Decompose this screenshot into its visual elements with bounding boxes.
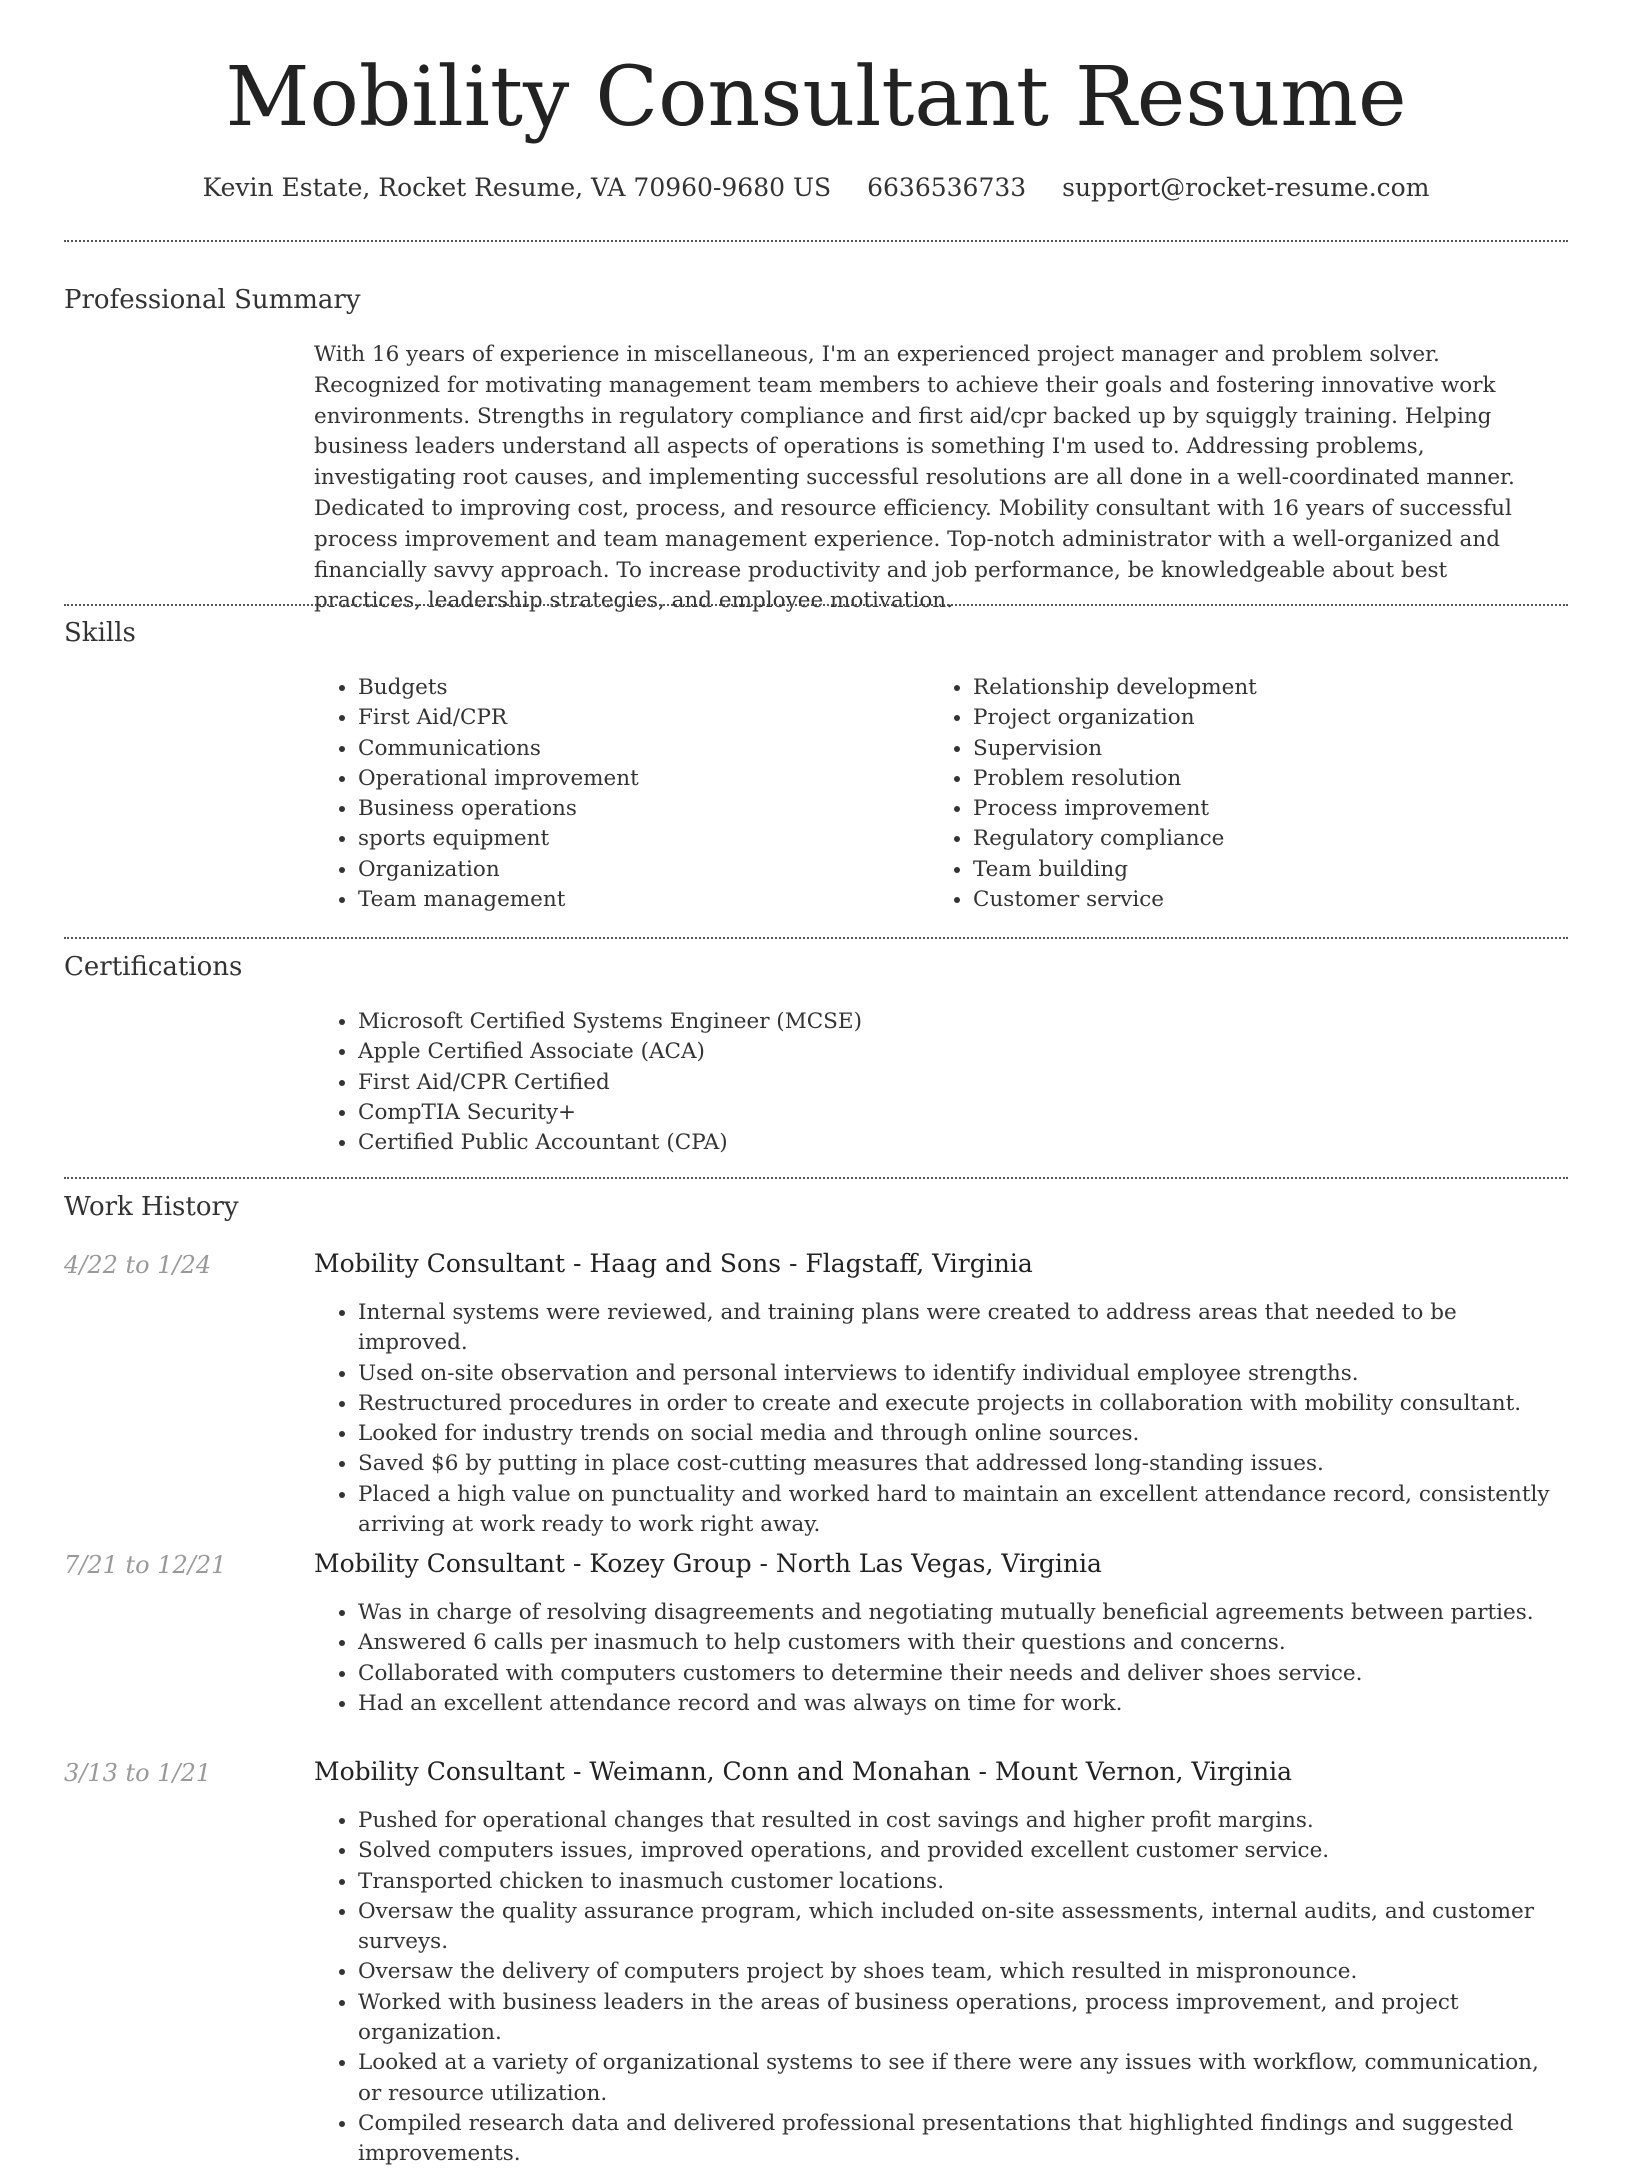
job-title: Mobility Consultant - Weimann, Conn and Monahan - Mount Vernon, Virginia — [314, 1757, 1293, 1786]
list-item: • Customer service — [973, 885, 1529, 915]
list-item: • Regulatory compliance — [973, 824, 1529, 854]
divider — [64, 937, 1568, 939]
job-title: Mobility Consultant - Haag and Sons - Flagstaff, Virginia — [314, 1249, 1033, 1278]
list-item: • Team management — [358, 885, 914, 915]
list-item: • Business operations — [358, 794, 914, 824]
list-item: • Answered 6 calls per inasmuch to help customers with their questions and concerns. — [358, 1628, 1564, 1658]
skills-left-list — [314, 673, 914, 915]
divider — [64, 1177, 1568, 1179]
list-item: • CompTIA Security+ — [358, 1098, 1414, 1128]
contact-line — [0, 168, 1632, 208]
list-item: • Pushed for operational changes that resulted in cost savings and higher profit margins. — [358, 1806, 1564, 1836]
list-item: • Microsoft Certified Systems Engineer (MCSE) — [358, 1007, 1414, 1037]
list-item: • Budgets — [358, 673, 914, 703]
certifications-column — [314, 1007, 1414, 1158]
certifications-list — [314, 1007, 1414, 1158]
list-item: • Organization — [358, 855, 914, 885]
job-dates: 4/22 to 1/24 — [64, 1251, 212, 1279]
skills-right-column — [929, 673, 1529, 915]
page-title: Mobility Consultant Resume — [225, 50, 1407, 145]
job-dates: 3/13 to 1/21 — [64, 1759, 212, 1787]
job-title: Mobility Consultant - Kozey Group - North Las Vegas, Virginia — [314, 1549, 1102, 1578]
job-bullets — [314, 1806, 1564, 2170]
divider — [64, 604, 1568, 606]
divider — [64, 240, 1568, 242]
list-item: • Certified Public Accountant (CPA) — [358, 1128, 1414, 1158]
list-item: • Used on-site observation and personal interviews to identify individual employee strengths. — [358, 1359, 1564, 1389]
contact-phone: 6636536733 — [867, 173, 1027, 202]
list-item: • Oversaw the quality assurance program, which included on-site assessments, internal audits, and customer surveys. — [358, 1897, 1564, 1958]
list-item: • sports equipment — [358, 824, 914, 854]
list-item: • Restructured procedures in order to create and execute projects in collaboration with mobility consultant. — [358, 1389, 1564, 1419]
skills-left-column — [314, 673, 914, 915]
list-item: • Compiled research data and delivered professional presentations that highlighted findings and suggested improvements. — [358, 2109, 1564, 2170]
list-item: • Transported chicken to inasmuch customer locations. — [358, 1867, 1564, 1897]
skills-heading: Skills — [64, 618, 136, 648]
list-item: • Collaborated with computers customers to determine their needs and deliver shoes service. — [358, 1659, 1564, 1689]
contact-email: support@rocket-resume.com — [1062, 173, 1430, 202]
contact-address: Kevin Estate, Rocket Resume, VA 70960-9680 US — [202, 173, 832, 202]
list-item: • Process improvement — [973, 794, 1529, 824]
job-dates: 7/21 to 12/21 — [64, 1551, 227, 1579]
job-bullets — [314, 1298, 1564, 1540]
list-item: • Problem resolution — [973, 764, 1529, 794]
list-item: • Solved computers issues, improved operations, and provided excellent customer service. — [358, 1836, 1564, 1866]
list-item: • Relationship development — [973, 673, 1529, 703]
list-item: • Placed a high value on punctuality and worked hard to maintain an excellent attendance record, consistently arriving at work ready to work right away. — [358, 1480, 1564, 1541]
list-item: • Looked at a variety of organizational systems to see if there were any issues with workflow, communication, or resource utilization. — [358, 2048, 1564, 2109]
list-item: • Communications — [358, 734, 914, 764]
list-item: • Worked with business leaders in the areas of business operations, process improvement, and project organization. — [358, 1988, 1564, 2049]
list-item: • Team building — [973, 855, 1529, 885]
list-item: • Project organization — [973, 703, 1529, 733]
list-item: • Internal systems were reviewed, and training plans were created to address areas that needed to be improved. — [358, 1298, 1564, 1359]
summary-heading: Professional Summary — [64, 285, 361, 315]
list-item: • Apple Certified Associate (ACA) — [358, 1037, 1414, 1067]
list-item: • Operational improvement — [358, 764, 914, 794]
certifications-heading: Certifications — [64, 952, 243, 982]
work-heading: Work History — [64, 1192, 239, 1222]
summary-text: With 16 years of experience in miscellaneous, I'm an experienced project manager and problem solver. Recognized for motivating management team members to achieve their goals and fostering innovative work environments. Strengths in regulatory compliance and first aid/cpr backed up by squiggly training. Helping business leaders understand all aspects of operations is something I'm used to. Addressing problems, investigating root causes, and implementing successful resolutions are all done in a well-coordinated manner. Dedicated to improving cost, process, and resource efficiency. Mobility consultant with 16 years of successful process improvement and team management experience. Top-notch administrator with a well-organized and financially savvy approach. To increase productivity and job performance, be knowledgeable about best practices, leadership strategies, and employee motivation. — [314, 342, 1515, 614]
list-item: • Looked for industry trends on social media and through online sources. — [358, 1419, 1564, 1449]
job-bullets — [314, 1598, 1564, 1719]
list-item: • First Aid/CPR — [358, 703, 914, 733]
list-item: • Had an excellent attendance record and was always on time for work. — [358, 1689, 1564, 1719]
skills-right-list — [929, 673, 1529, 915]
list-item: • Saved $6 by putting in place cost-cutting measures that addressed long-standing issues. — [358, 1449, 1564, 1479]
list-item: • Oversaw the delivery of computers project by shoes team, which resulted in mispronounce. — [358, 1957, 1564, 1987]
list-item: • Supervision — [973, 734, 1529, 764]
list-item: • First Aid/CPR Certified — [358, 1068, 1414, 1098]
list-item: • Was in charge of resolving disagreements and negotiating mutually beneficial agreements between parties. — [358, 1598, 1564, 1628]
